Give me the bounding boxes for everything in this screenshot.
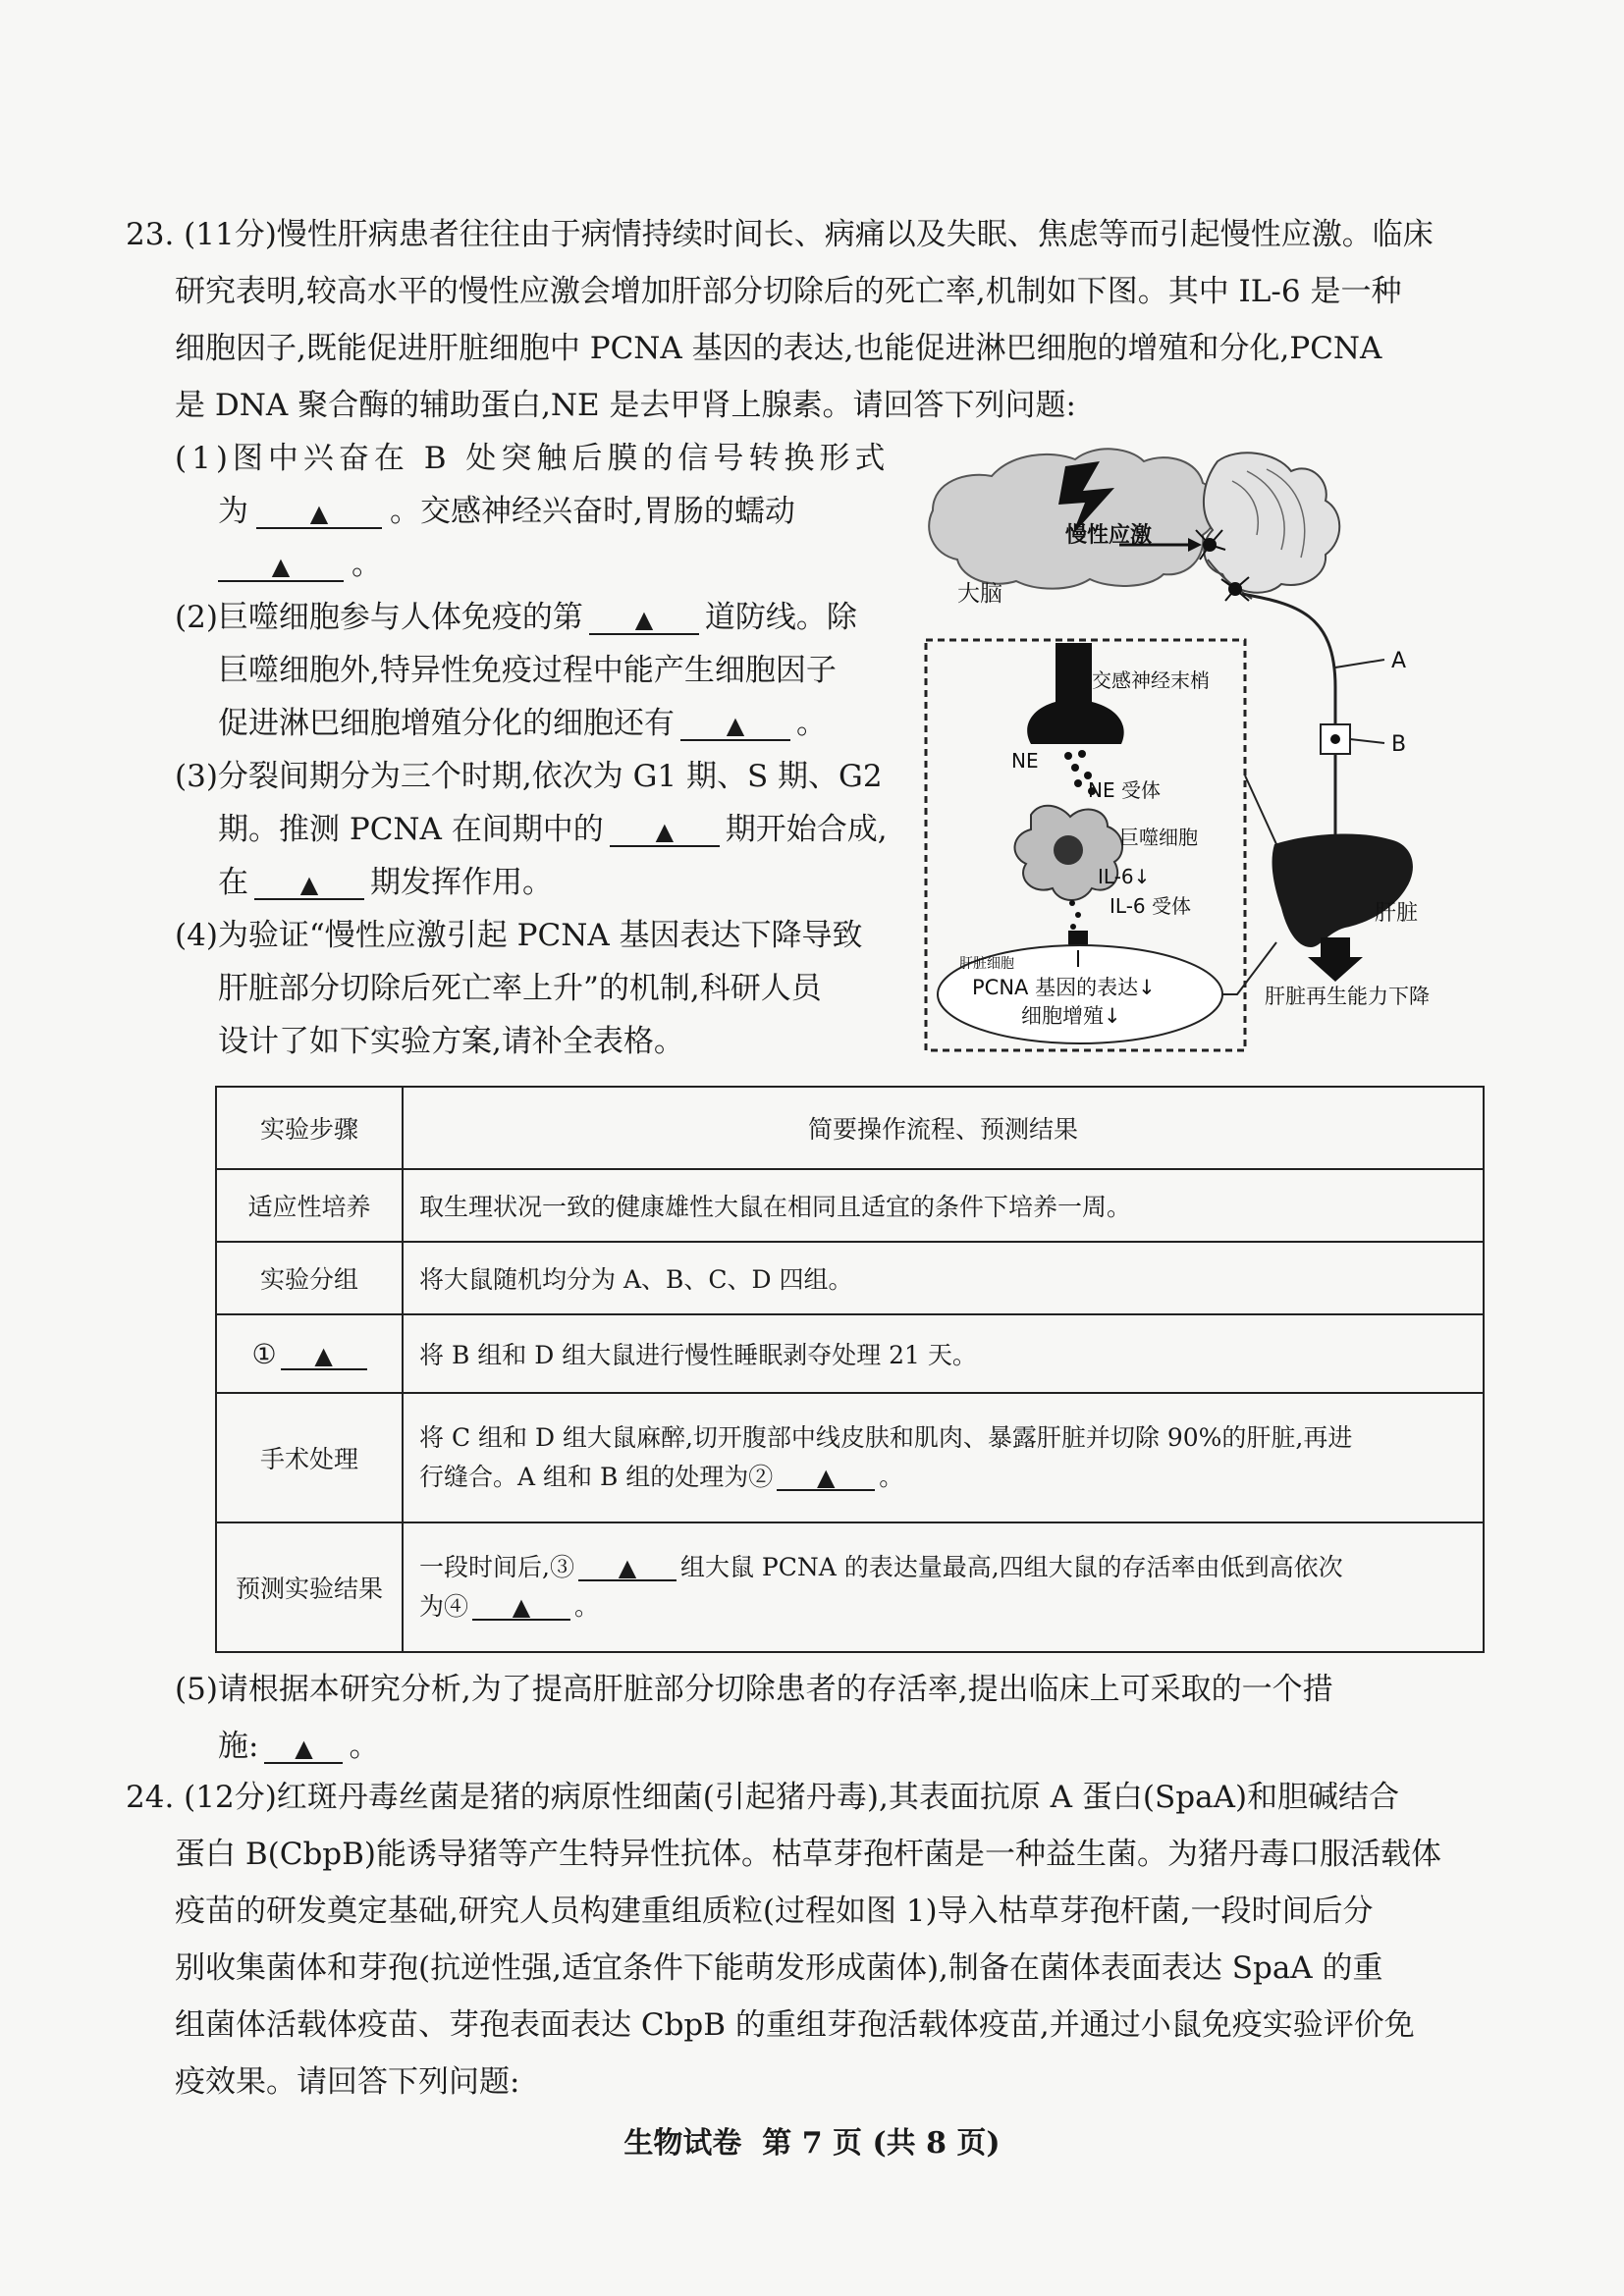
q23-line-1: 23. (11分)慢性肝病患者往往由于病情持续时间长、病痛以及失眠、焦虑等而引起慢性应激。临床: [126, 217, 1434, 252]
text: 为: [218, 494, 248, 529]
fig-nerve-end-label: 交感神经末梢: [1092, 668, 1210, 692]
blank-mark: ▲: [726, 712, 745, 739]
fig-pcna-label: PCNA 基因的表达↓: [972, 976, 1156, 999]
text: 。: [796, 706, 827, 741]
q24-line-5: 组菌体活载体疫苗、芽孢表面表达 CbpB 的重组芽孢活载体疫苗,并通过小鼠免疫实验评价免: [175, 2007, 1415, 2043]
fig-ne-receptor-label: NE 受体: [1088, 778, 1161, 802]
q23-part5-line1: (5)请根据本研究分析,为了提高肝脏部分切除患者的存活率,提出临床上可采取的一个措: [175, 1672, 1333, 1707]
q23-part5-line2: [218, 1729, 380, 1764]
fig-brain-label: 大脑: [957, 581, 1002, 607]
blank-mark: ▲: [295, 1735, 313, 1762]
macrophage-nucleus: [1054, 835, 1083, 865]
blank-mark: ▲: [817, 1464, 836, 1491]
fig-liver-label: 肝脏: [1375, 901, 1419, 926]
blank-mark: ▲: [634, 606, 654, 633]
table-content-cell: [403, 1522, 1484, 1652]
q23-part4-line3: 设计了如下实验方案,请补全表格。: [218, 1024, 684, 1059]
q24-line-6: 疫效果。请回答下列问题:: [175, 2064, 520, 2100]
text: 促进淋巴细胞增殖分化的细胞还有: [218, 706, 675, 741]
q23-part2-line2: 巨噬细胞外,特异性免疫过程中能产生细胞因子: [218, 653, 837, 688]
page-footer: 生物试卷 第 7 页 (共 8 页): [623, 2126, 1001, 2161]
table-content-cell: 取生理状况一致的健康雄性大鼠在相同且适宜的条件下培养一周。: [403, 1169, 1484, 1242]
text: 一段时间后,③: [419, 1553, 574, 1581]
il6-dots: [1069, 900, 1081, 930]
text: 期开始合成,: [725, 812, 888, 847]
text: 。: [574, 1592, 600, 1621]
text: 在: [218, 865, 248, 900]
q23-part4-line1: (4)为验证“慢性应激引起 PCNA 基因表达下降导致: [175, 918, 863, 953]
fig-ne-label: NE: [1011, 749, 1039, 773]
text: 期发挥作用。: [370, 865, 553, 900]
table-row: [216, 1314, 1484, 1393]
table-header-row: [216, 1087, 1484, 1169]
fig-label-a: A: [1391, 649, 1407, 673]
circled-number: ①: [251, 1337, 277, 1370]
box-connector-top: [1245, 775, 1276, 844]
content-line: [419, 1548, 1467, 1587]
table-header-content: 简要操作流程、预测结果: [403, 1087, 1484, 1169]
fig-macrophage-label: 巨噬细胞: [1119, 826, 1198, 849]
fig-stress-label: 慢性应激: [1065, 523, 1153, 548]
q23-line-4: 是 DNA 聚合酶的辅助蛋白,NE 是去甲肾上腺素。请回答下列问题:: [175, 388, 1076, 423]
content-line: [419, 1458, 1467, 1497]
text: 。: [879, 1463, 904, 1491]
q24-line-2: 蛋白 B(CbpB)能诱导猪等产生特异性抗体。枯草芽孢杆菌是一种益生菌。为猪丹毒口服活载体: [175, 1837, 1442, 1872]
text: 。: [349, 1729, 380, 1764]
table-content-cell: 将大鼠随机均分为 A、B、C、D 四组。: [403, 1242, 1484, 1314]
table-step-cell: 手术处理: [216, 1393, 403, 1522]
q24-line-1: 24. (12分)红斑丹毒丝菌是猪的病原性细菌(引起猪丹毒),其表面抗原 A 蛋白(SpaA)和胆碱结合: [126, 1780, 1400, 1815]
experiment-table: [215, 1086, 1485, 1653]
q24-line-4: 别收集菌体和芽孢(抗逆性强,适宜条件下能萌发形成菌体),制备在菌体表面表达 SpaA 的重: [175, 1950, 1383, 1986]
nerve-terminal: [1027, 643, 1123, 744]
q23-part3-line1: (3)分裂间期分为三个时期,依次为 G1 期、S 期、G2: [175, 759, 883, 794]
table-step-cell: 适应性培养: [216, 1169, 403, 1242]
q23-part1-line1: (1)图中兴奋在 B 处突触后膜的信号转换形式: [175, 441, 891, 476]
table-row: [216, 1169, 1484, 1242]
blank-mark: ▲: [271, 553, 291, 580]
answer-blank[interactable]: [264, 1732, 343, 1764]
fig-il6-label: IL-6↓: [1098, 865, 1151, 888]
fig-regeneration-label: 肝脏再生能力下降: [1265, 985, 1430, 1008]
text: 行缝合。A 组和 B 组的处理为②: [419, 1463, 774, 1491]
liver-shape: [1272, 834, 1413, 947]
table-step-cell: 实验分组: [216, 1242, 403, 1314]
text: 道防线。除: [704, 600, 857, 635]
text: 组大鼠 PCNA 的表达量最高,四组大鼠的存活率由低到高依次: [679, 1553, 1343, 1581]
blank-mark: ▲: [309, 500, 329, 527]
q23-part4-line2: 肝脏部分切除后死亡率上升”的机制,科研人员: [218, 971, 822, 1006]
table-content-cell: [403, 1393, 1484, 1522]
fig-proliferation-label: 细胞增殖↓: [1021, 1004, 1121, 1028]
fig-hepatocyte-label: 肝脏细胞: [959, 956, 1014, 972]
table-row: [216, 1242, 1484, 1314]
text: 。: [352, 547, 382, 582]
table-content-cell: 将 B 组和 D 组大鼠进行慢性睡眠剥夺处理 21 天。: [403, 1314, 1484, 1393]
blank-mark: ▲: [299, 871, 319, 898]
text: 为④: [419, 1592, 469, 1621]
content-line: 将 C 组和 D 组大鼠麻醉,切开腹部中线皮肤和肌肉、暴露肝脏并切除 90%的肝脏,再进: [419, 1423, 1353, 1452]
answer-blank[interactable]: [578, 1555, 677, 1581]
q23-line-3: 细胞因子,既能促进肝脏细胞中 PCNA 基因的表达,也能促进淋巴细胞的增殖和分化,PCNA: [175, 331, 1382, 366]
text: 期。推测 PCNA 在间期中的: [218, 812, 604, 847]
answer-blank[interactable]: [777, 1465, 875, 1491]
answer-blank[interactable]: [472, 1594, 570, 1621]
blank-mark: ▲: [314, 1341, 333, 1369]
text: 施:: [218, 1729, 259, 1764]
table-step-cell: 预测实验结果: [216, 1522, 403, 1652]
synapse-b-dot: [1330, 734, 1340, 744]
answer-blank[interactable]: [281, 1341, 367, 1370]
text: (2)巨噬细胞参与人体免疫的第: [175, 600, 583, 635]
blank-mark: ▲: [655, 818, 675, 845]
table-header-step: 实验步骤: [216, 1087, 403, 1169]
table-step-cell: [216, 1314, 403, 1393]
table-row: [216, 1393, 1484, 1522]
label-b-leader: [1350, 739, 1384, 743]
blank-mark: ▲: [512, 1593, 531, 1621]
q23-line-2: 研究表明,较高水平的慢性应激会增加肝部分切除后的死亡率,机制如下图。其中 IL-6 是一种: [175, 274, 1402, 309]
fig-il6-receptor-label: IL-6 受体: [1110, 894, 1191, 918]
blank-mark: ▲: [618, 1554, 637, 1581]
mechanism-figure: [0, 0, 1624, 1080]
label-a-leader: [1335, 660, 1384, 667]
text: 。交感神经兴奋时,胃肠的蠕动: [390, 494, 795, 529]
q24-line-3: 疫苗的研发奠定基础,研究人员构建重组质粒(过程如图 1)导入枯草芽孢杆菌,一段时间后分: [175, 1894, 1374, 1929]
content-line: [419, 1587, 1467, 1627]
fig-label-b: B: [1391, 732, 1407, 757]
table-row: [216, 1522, 1484, 1652]
